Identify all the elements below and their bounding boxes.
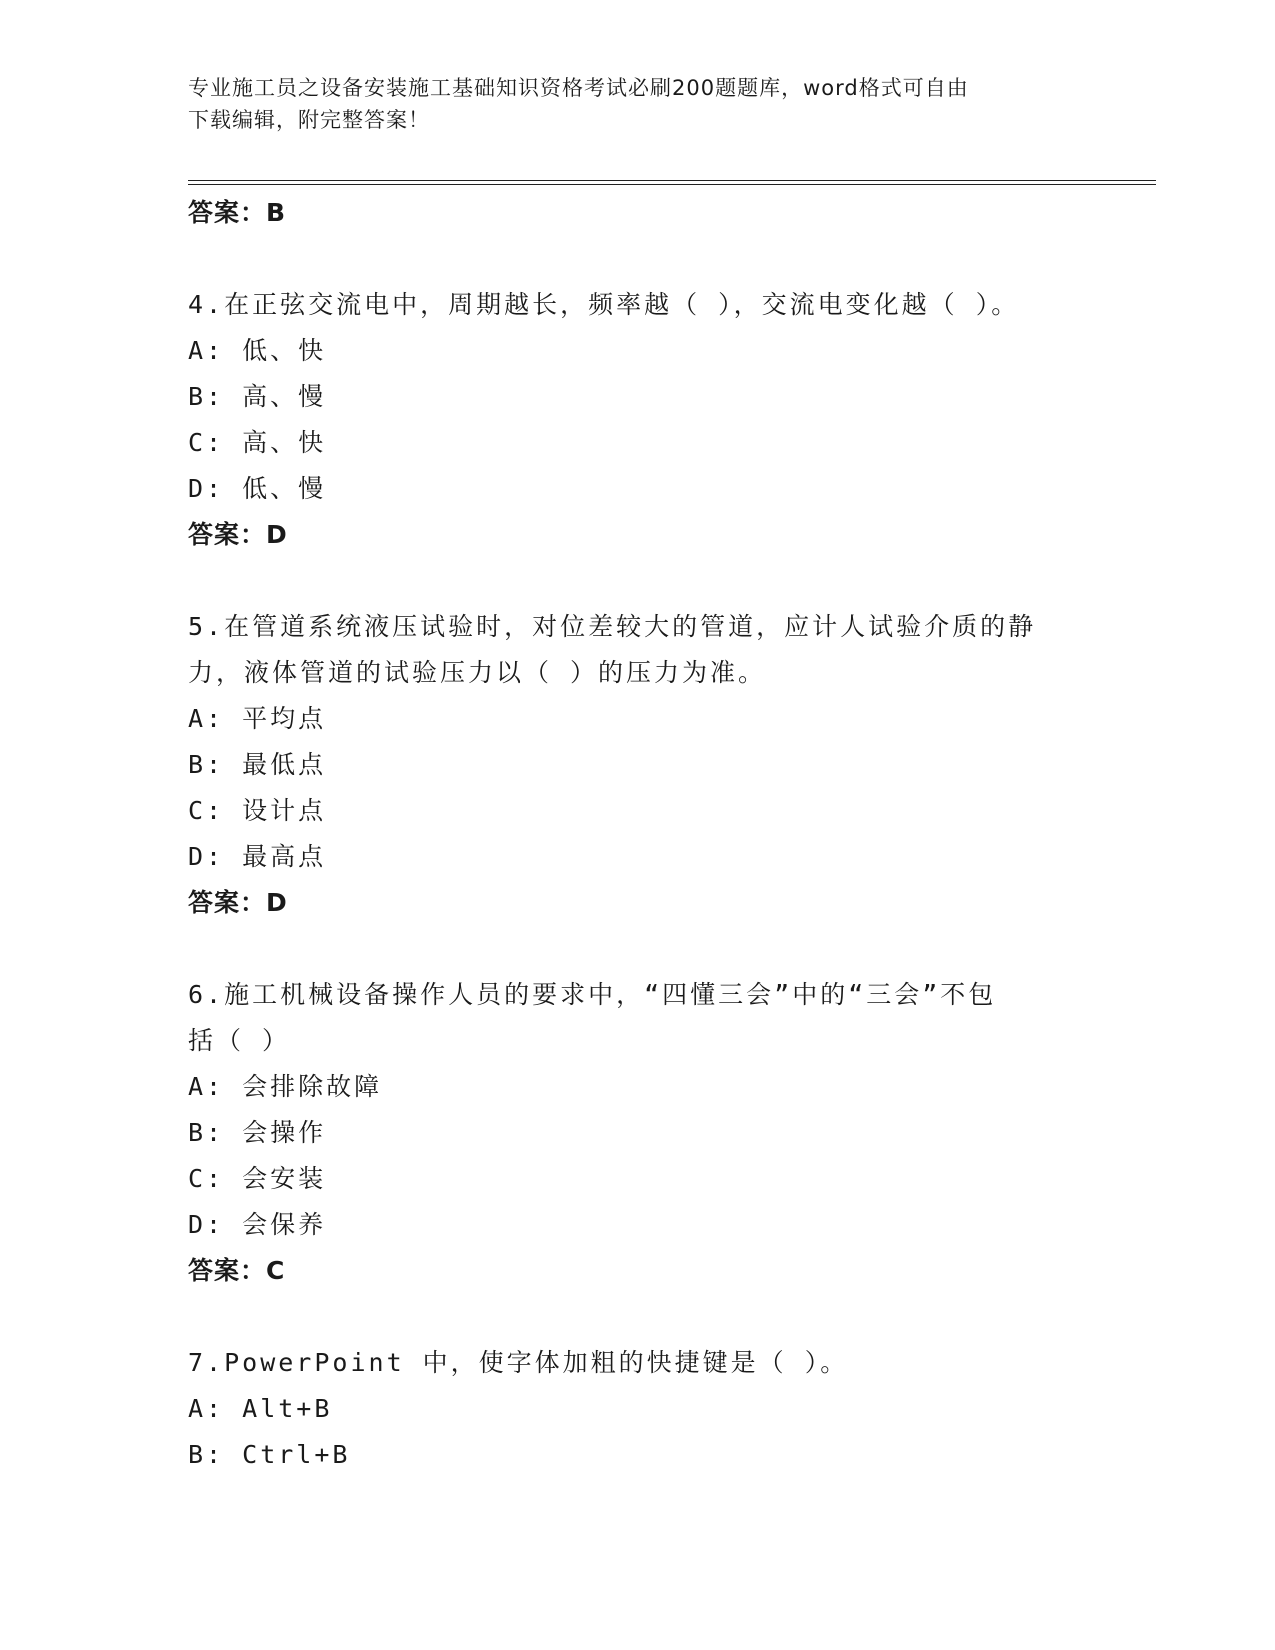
option-c: C: 会安装: [188, 1164, 327, 1193]
answer: 答案：D: [188, 520, 288, 549]
header-rule-top: [188, 180, 1156, 181]
option-b: B: Ctrl+B: [188, 1440, 351, 1469]
question-stem-continued: 力，液体管道的试验压力以（ ）的压力为准。: [188, 658, 767, 687]
spacer: [188, 926, 1068, 972]
option-a: A: 会排除故障: [188, 1072, 383, 1101]
header-line-1: 专业施工员之设备安装施工基础知识资格考试必刷200题题库，word格式可自由: [188, 76, 969, 100]
question-6: [188, 972, 1068, 1294]
question-stem: 4.在正弦交流电中，周期越长，频率越（ ），交流电变化越（ ）。: [188, 290, 1020, 319]
question-4: [188, 282, 1068, 558]
question-stem-continued: 括（ ）: [188, 1026, 291, 1055]
question-stem: 5.在管道系统液压试验时，对位差较大的管道，应计人试验介质的静: [188, 612, 1037, 641]
question-5: [188, 604, 1068, 926]
spacer: [188, 1294, 1068, 1340]
answer: 答案：C: [188, 1256, 286, 1285]
question-stem: 7.PowerPoint 中，使字体加粗的快捷键是（ ）。: [188, 1348, 849, 1377]
option-c: C: 高、快: [188, 428, 327, 457]
header-rule-bottom: [188, 184, 1156, 185]
header-line-2: 下载编辑，附完整答案！: [188, 108, 430, 132]
previous-answer: 答案：B: [188, 198, 287, 227]
question-list: [188, 190, 1068, 1478]
option-a: A: Alt+B: [188, 1394, 333, 1423]
option-c: C: 设计点: [188, 796, 327, 825]
document-header: [188, 72, 1068, 136]
option-a: A: 平均点: [188, 704, 327, 733]
option-d: D: 低、慢: [188, 474, 327, 503]
spacer: [188, 558, 1068, 604]
question-stem: 6.施工机械设备操作人员的要求中，“四懂三会”中的“三会”不包: [188, 980, 997, 1009]
answer: 答案：D: [188, 888, 288, 917]
option-d: D: 最高点: [188, 842, 327, 871]
question-7: [188, 1340, 1068, 1478]
option-a: A: 低、快: [188, 336, 327, 365]
option-d: D: 会保养: [188, 1210, 327, 1239]
spacer: [188, 236, 1068, 282]
option-b: B: 会操作: [188, 1118, 327, 1147]
option-b: B: 最低点: [188, 750, 327, 779]
option-b: B: 高、慢: [188, 382, 327, 411]
